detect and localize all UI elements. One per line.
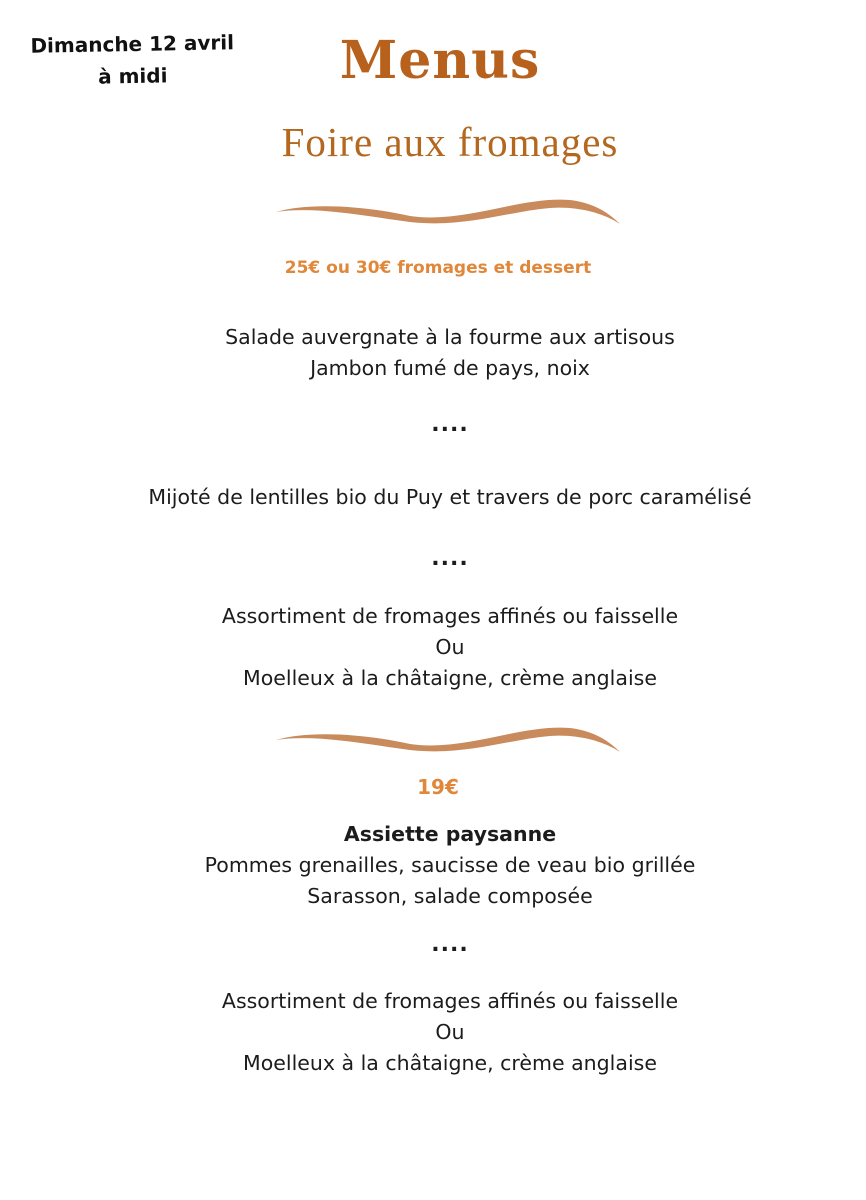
menu1-dessert-1: Assortiment de fromages affinés ou faisselle	[221, 604, 679, 628]
menu1-starter-2: Jambon fumé de pays, noix	[310, 356, 590, 380]
menu1-separator-2: ....	[431, 546, 469, 571]
menu1-dessert-2: Moelleux à la châtaigne, crème anglaise	[243, 666, 657, 690]
menu1-separator-1: ....	[431, 412, 469, 437]
menu1-price: 25€ ou 30€ fromages et dessert	[284, 258, 592, 278]
page-title: Menus	[339, 30, 541, 91]
menu1-main: Mijoté de lentilles bio du Puy et travers de porc caramélisé	[148, 485, 752, 509]
date-line-2: à midi	[97, 63, 168, 89]
menu2-dish-1: Pommes grenailles, saucisse de veau bio grillée	[204, 853, 696, 877]
menu2-separator: ....	[431, 932, 469, 957]
menu1-starter-1: Salade auvergnate à la fourme aux artisous	[225, 325, 675, 349]
menu2-dessert-or: Ou	[435, 1020, 465, 1044]
menu2-dish-title: Assiette paysanne	[343, 822, 557, 846]
menu2-dessert-2: Moelleux à la châtaigne, crème anglaise	[243, 1051, 657, 1075]
menu1-dessert-or: Ou	[435, 635, 465, 659]
menu2-dessert-1: Assortiment de fromages affinés ou faisselle	[221, 989, 679, 1013]
menu2-dish-2: Sarasson, salade composée	[307, 884, 593, 908]
menu2-price: 19€	[417, 775, 459, 799]
date-line-1: Dimanche 12 avril	[30, 30, 235, 58]
swoosh-divider-top	[270, 194, 626, 234]
page-subtitle: Foire aux fromages	[281, 119, 619, 165]
swoosh-divider-middle	[270, 722, 626, 762]
